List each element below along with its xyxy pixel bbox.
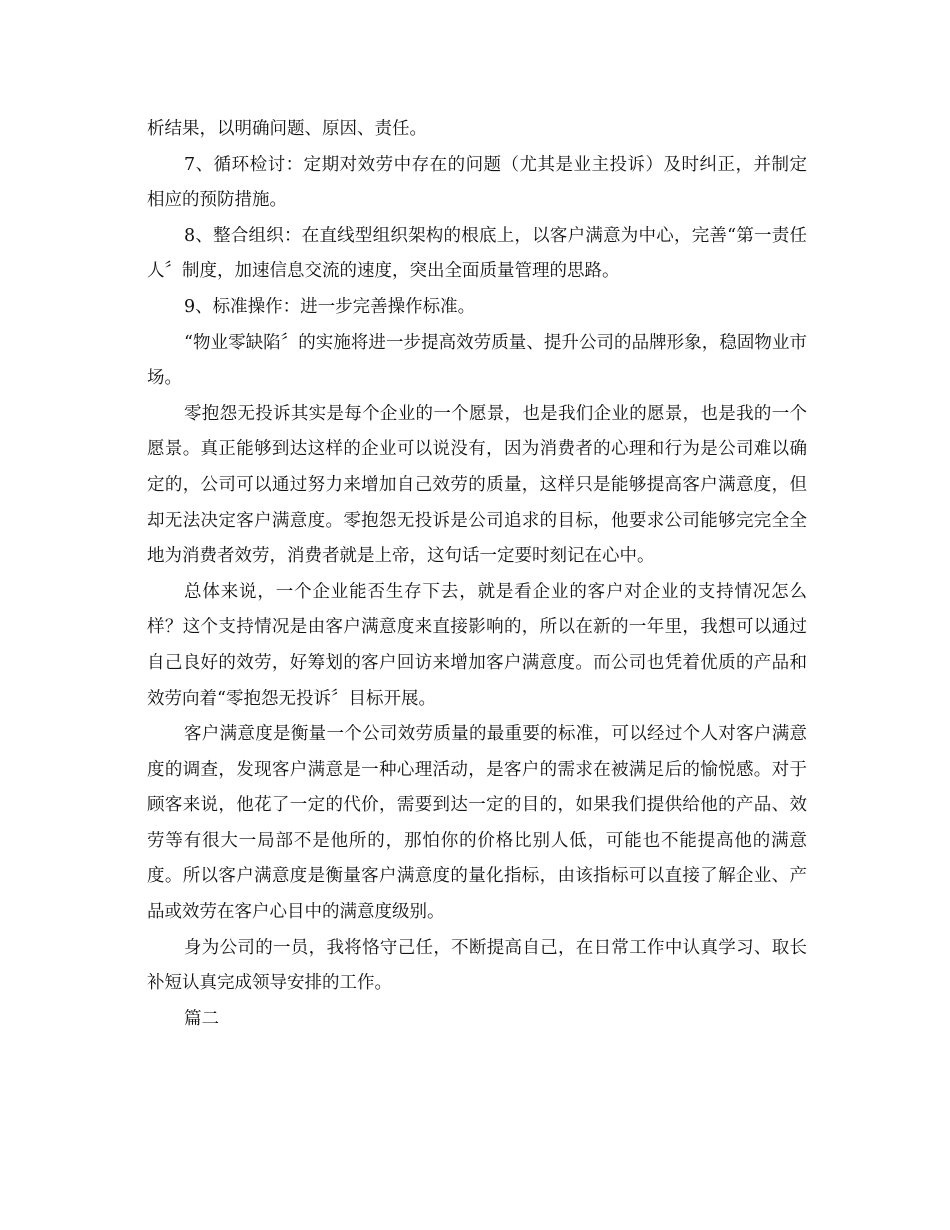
paragraph-item-8: 8、整合组织：在直线型组织架构的根底上，以客户满意为中心，完善“第一责任人〞制度，加速信息交流的速度，突出全面质量管理的思路。 <box>147 225 807 282</box>
paragraph-summary: 总体来说，一个企业能否生存下去，就是看企业的客户对企业的支持情况怎么样？这个支持情况是由客户满意度来直接影响的，所以在新的一年里，我想可以通过自己良好的效劳，好筹划的客户回访来增加客户满意度。而公司也凭着优质的产品和效劳向着“零抱怨无投诉〞目标开展。 <box>147 581 807 709</box>
document-body <box>147 112 807 1037</box>
paragraph-item-7: 7、循环检讨：定期对效劳中存在的问题（尤其是业主投诉）及时纠正，并制定相应的预防措施。 <box>147 154 807 211</box>
paragraph-commitment: 身为公司的一员，我将恪守己任，不断提高自己，在日常工作中认真学习、取长补短认真完成领导安排的工作。 <box>147 937 807 994</box>
paragraph-zero-defect: “物业零缺陷〞的实施将进一步提高效劳质量、提升公司的品牌形象，稳固物业市场。 <box>147 332 807 389</box>
paragraph-vision: 零抱怨无投诉其实是每个企业的一个愿景，也是我们企业的愿景，也是我的一个愿景。真正能够到达这样的企业可以说没有，因为消费者的心理和行为是公司难以确定的，公司可以通过努力来增加自己效劳的质量，这样只是能够提高客户满意度，但却无法决定客户满意度。零抱怨无投诉是公司追求的目标，他要求公司能够完完全全地为消费者效劳，消费者就是上帝，这句话一定要时刻记在心中。 <box>147 403 807 567</box>
paragraph-continued: 析结果，以明确问题、原因、责任。 <box>147 119 427 139</box>
paragraph-satisfaction: 客户满意度是衡量一个公司效劳质量的最重要的标准，可以经过个人对客户满意度的调查，发现客户满意是一种心理活动，是客户的需求在被满足后的愉悦感。对于顾客来说，他花了一定的代价，需要到达一定的目的，如果我们提供给他的产品、效劳等有很大一局部不是他所的，那怕你的价格比别人低，可能也不能提高他的满意度。所以客户满意度是衡量客户满意度的量化指标，由该指标可以直接了解企业、产品或效劳在客户心目中的满意度级别。 <box>147 724 807 923</box>
section-heading: 篇二 <box>184 1008 219 1029</box>
paragraph-item-9: 9、标准操作：进一步完善操作标准。 <box>184 296 476 317</box>
